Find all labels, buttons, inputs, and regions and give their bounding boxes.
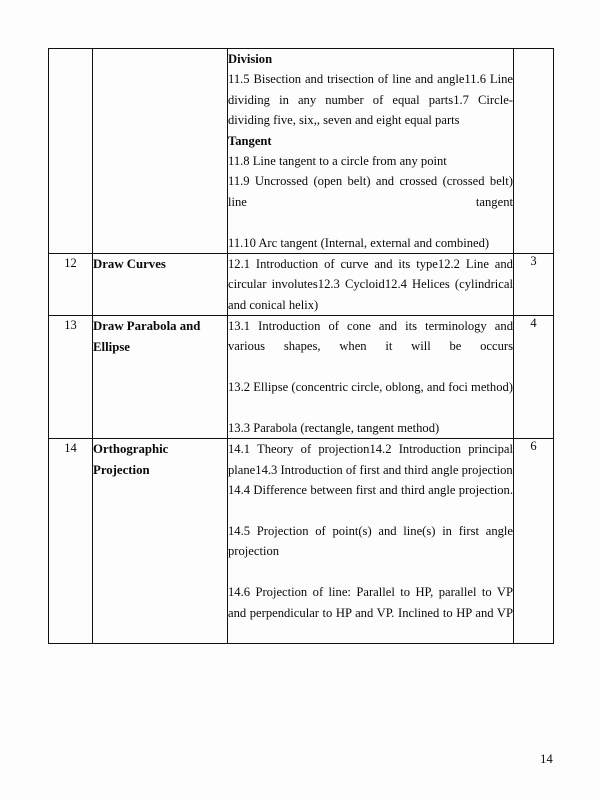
sub-topic-line: 11.5 Bisection and trisection of line and angle	[228, 72, 465, 87]
syllabus-table	[48, 48, 554, 644]
syllabus-table-body	[49, 49, 554, 644]
cell-sub-topics	[228, 316, 514, 439]
cell-topic-name: Draw Parabola and Ellipse	[93, 316, 228, 439]
sub-topic-line: 14.1 Theory of projection	[228, 442, 370, 457]
table-row	[49, 49, 554, 254]
page-number: 14	[540, 752, 553, 766]
sub-topic-line: 13.1 Introduction of cone and its terminology and various shapes, when it will be occurs	[228, 319, 513, 354]
sub-topic-heading: Division	[228, 52, 273, 66]
cell-serial-number: 12	[49, 253, 93, 315]
cell-sub-topics	[228, 439, 514, 644]
cell-topic-name	[93, 49, 228, 254]
sub-topic-line: 11.8 Line tangent to a circle from any point	[228, 153, 447, 168]
table-row	[49, 316, 554, 439]
cell-sub-topics	[228, 49, 514, 254]
table-row	[49, 253, 554, 315]
sub-topic-line: 14.6 Projection of line: Parallel to HP, parallel to VP and perpendicular to HP and VP. Inclined to HP and VP	[228, 585, 513, 620]
cell-topic-name: Draw Curves	[93, 253, 228, 315]
sub-topic-line: 13.3 Parabola (rectangle, tangent method)	[228, 421, 440, 436]
cell-hours: 6	[514, 439, 554, 644]
sub-topic-line: 12.4 Helices (cylindrical and conical helix)	[228, 277, 513, 312]
cell-hours: 4	[514, 316, 554, 439]
cell-hours: 3	[514, 253, 554, 315]
sub-topic-line: 11.9 Uncrossed (open belt) and crossed (crossed belt) line tangent	[228, 174, 513, 209]
cell-serial-number: 13	[49, 316, 93, 439]
sub-topic-line: 12.1 Introduction of curve and its type	[228, 256, 438, 271]
sub-topic-line: 12.2 Line and circular involutes	[228, 256, 513, 292]
sub-topic-line: 11.6 Line dividing in any number of equal parts	[228, 72, 513, 107]
sub-topic-line: 14.2 Introduction principal plane	[228, 442, 513, 477]
cell-sub-topics	[228, 253, 514, 315]
cell-serial-number: 14	[49, 439, 93, 644]
sub-topic-line: 1.7 Circle- dividing five, six,, seven and eight equal parts	[228, 92, 513, 128]
cell-topic-name: Orthographic Projection	[93, 439, 228, 644]
sub-topic-line: 12.3 Cycloid	[317, 277, 385, 292]
table-row	[49, 439, 554, 644]
sub-topic-line: 11.10 Arc tangent (Internal, external and combined)	[228, 235, 490, 250]
sub-topic-line: 14.3 Introduction of first and third angle projection	[255, 462, 513, 477]
sub-topic-heading: Tangent	[228, 133, 272, 148]
sub-topic-line: 14.5 Projection of point(s) and line(s) in first angle projection	[228, 523, 513, 559]
sub-topic-line: 14.4 Difference between first and third angle projection.	[228, 483, 513, 498]
sub-topic-line: 13.2 Ellipse (concentric circle, oblong, and foci method)	[228, 380, 513, 395]
cell-hours	[514, 49, 554, 254]
cell-serial-number	[49, 49, 93, 254]
